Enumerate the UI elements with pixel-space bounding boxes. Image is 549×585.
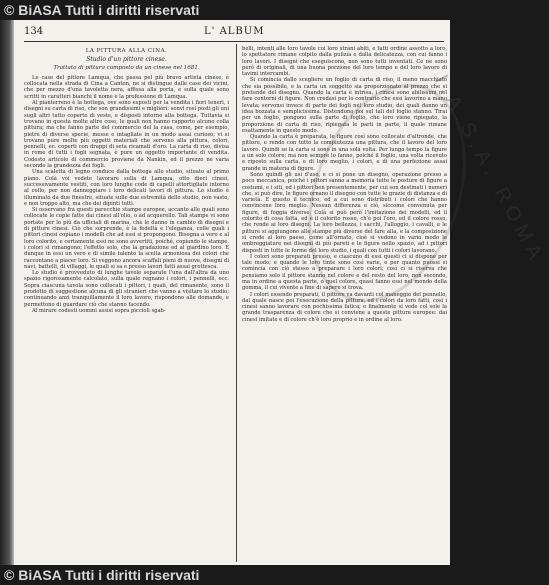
paragraph: Una scaletta di legno conduce dalla bottega allo studio, situato al primo piano. Colà voi vedete lavorare sulla di Lamqua, otto dieci cinesi, successivamente vestiti, con loro lunghe code di capelli attortigliate intorno al collo, per non danneggiare i loro delicati lavori di pittura. Lo studio è illuminato da due finestre, situate sulle due estremità dello studio, non vasto, e non troppo alto, ma che dei dipinti tutti.: [24, 169, 229, 207]
page-number: 134: [24, 26, 44, 37]
paragraph: Quando la carta è preparata, le figure così sono collocate d'altronde, che pittore, e rendo con tutto la compiutezza una pittura, che il lavoro del loro lavoro. Quindi se la carta si sono in una sola volta. Per lungo tempo la figure a un solo colore; ma non sempre lo fanno, poiché il foglio, una volta ricevuto e riposto sulla carta, e di loro meglio, i colori, e di una perfezione assai grande in materia di figure.: [242, 134, 447, 172]
article-subtitle: Studio d'un pittore cinese.: [86, 56, 167, 64]
paragraph: Sono quindi gli usi d'uso, e ci si pone un disegno, operazione presso a poco meccanica, poiché i pittori sanno a memoria tutte le posture di figure a costumi, e i siti, ed i pittori ben presentemente, per cui son destinati i numeri che, si può dire, le figure ornano il disegno con tutte le grazie di distanza e di varietà. E questo il tecnico, ed a cui sono distributi i colori che hanno convincene loro meglio. Nessun differenza e ciò, siccome convenuta per figure, di foggia diverse. Colà si può però l'imitazione dei modelli, ed il colorito di cosa fatta, ed è il colorito rosso, ch'è poi l'oro, ed il colore rosso, che rende ai loro disegni. La loro bellezza, i sacchi, l'alloggio, i cavalli, e le pitture si aggiungono alle stampe più diverse del fare alla, e la composizione si crede al loro paese, come all'ornato, cioè si vedono in vario modo le ombreggiature nei disegni di più pareti e le figure nello spazio, ad i pittori disposti in tutte le forme del loro studio, i quali con tutti i colori lavorano.: [242, 171, 447, 254]
header-rule: [24, 41, 444, 42]
page-header: [24, 26, 444, 40]
paragraph: I colori essendo preparati, il pittore va davanti col maneggio del pennello, dal quale nasce poi l'esecuzione della pittura, ed i colori da loro fatti, così i cinesi sanno lavorare con pochissima fatica; e finalmente si vede col sole la grande trasparenza di colore che si conviene a queste pitture europee: dai cinesi imitate e di colore ch'è loro proprio e in ordine al loro.: [242, 291, 447, 323]
paragraph: I colori sono preparati presso, e ciascuno di essi questi ci si dispone per tale modo; e quando le loro tinte sono così varie, e per quanto puossi si comincia con ciò stesso a preparare i loro colori; così ci si riserva che pensiamo solo il pittore stanno nel colore e del resto del loro, non secondo, ma in ordine a questa parte, o quel colore, quasi fanno essi nel mondo della gomma, il cui vivente a fine di sapere si trova.: [242, 253, 447, 292]
left-column: [24, 46, 229, 561]
watermark-bottom-banner: © BiASA Tutti i diritti riservati: [0, 565, 454, 585]
scanned-page: [14, 20, 549, 566]
section-heading: LA PITTURA ALLA CINA.: [85, 48, 168, 54]
paragraph: Al mirare codesti uomini assisi sopra piccioli sgab-: [32, 307, 166, 314]
paragraph: Lo studio è provveduto di lunghe tavole separate l'una dall'altra da uno spazio rigorosamente calcolato, sulla quale regnano i colori, i pennelli, ecc. Sopra ciascuna tavola sono collocati i pittori, i quali, del rimanente, sono il prodotto di suggestione alcuna di gli stranieri che vanno a visitare lo studio; continuando anzi tranquillamente il loro lavoro, rispondono alle domande, e permettono di guardare ciò che stanno facendo.: [24, 270, 229, 308]
paragraph: Si osservano fra questi parecchie stampe europee, accanto alle quali sono collocate le copie fatte dai cinesi all'olio, o ad acquerello. Tali stampe vi sono portate per lo più da ufficiali di marina, che le danno in cambio di disegni e di pitture cinesi. Ciò che sorprende, è la fedeltà e l'eleganza, colle quali i pittori cinesi copiano i modelli che ad essi si propongono. Bisogna a vero e al loro colorito, e certamente essi ne sono avvertiti, poiché, copiando le stampe, i colori si rimangono; l'effetto solo, che la gradazione ed al giardino loro. E dunque in essi un vero e di simile talento la scelta armoniosa dei colori che raccontano a piacer loro. Si veggono ancora scaffali pieni di nuove, disegni di navi, battelli, di villaggi, le quali si sa e presso lavori fatti assai grottesca.: [24, 207, 229, 270]
right-column: [242, 46, 447, 561]
watermark-top-banner: © BiASA Tutti i diritti riservati: [0, 0, 454, 20]
paragraph: Le case del pittore Lamqua, che passa pel più bravo artista cinese, è collocata nella strada di Cina a Canton, ne si distingue dalle case dei vicini, che per mezzo d'una tavoletta nera, affissa alla porta, e sulla quale sono scritti in caratteri bianchi il nome e la professione di Lamqua.: [24, 74, 229, 100]
article-subtitle-2: Trattato di pittura composto da un cinese nel 1681.: [53, 64, 200, 71]
paragraph: Si comincia dallo scegliere un foglio di carta di riso, il meno macchiato che sia possibile, e la carta un soggetto sia proporzionato al prezzo che si pretende del disegno. Quando la carta è intrisa, i cinesi sono abilissimi nel fare contorni di figure. Non credasi per lo contrario che essi lavorino a mano levata; servonsi invece di parte dei fogli nel loro studio, dei quali danno un idea bozzata e semplicissima. Distendono poi sul tali del foglio stanno. Tirai per un foglio, pongono sulla parte di foglio, che loro viene ripiegato, la proporzione di carta di riso, ripiegata le parti in parte, il quale rimane esattamente in questo modo.: [242, 77, 447, 134]
paragraph: Al pianterreno è la bottega, ove sono esposti per la vendita i fiori teneri, i disegni su carta di riso, che son grandissimi e migliori: sonvi rosi posti gli uni sugli altri tutto coperto di veste, e disposti intorno alla bottega. Tuttavia si trovano in questa molte altre cose, le quali non hanno rapporto alcuno colla pittura; ma che fanno parte del commercio del la casa, come, per esempio, pietre di diverse specie, messe e intagliate in un modo assai curioso; vi si trovano pure molte più oggetti materiali che servono alla pittura, colori, pennelli, ec. coperti con drappi di seta ricamati d'oro. La carta di riso, divisa in rome di tutti i fogli segnata, è pure un oggetto importante di vendita. Codesto articolo di commercio proviene da Nankin, ed il prezzo ne varia secondo la grandezza dei fogli.: [24, 100, 229, 170]
paragraph: belli, intenti alle loro tavole coi loro strani abiti, e fatti ordine assotto a loro, lo spettatore rimane colpito dalla pulizia e dalla delicatezza, con cui fanno i loro lavori. I disegni che eseguiscono, non sono tutti inventati. Ce ne sono però di originali, di una buona porzione del loro tempo e del loro lavoro di tavimi intercambi.: [242, 46, 447, 78]
library-stamp-text: I.A.S.A. ROMA: [430, 71, 549, 269]
column-divider: [236, 44, 237, 562]
running-title: L' ALBUM: [204, 26, 265, 37]
page-binding-edge: [0, 20, 14, 566]
